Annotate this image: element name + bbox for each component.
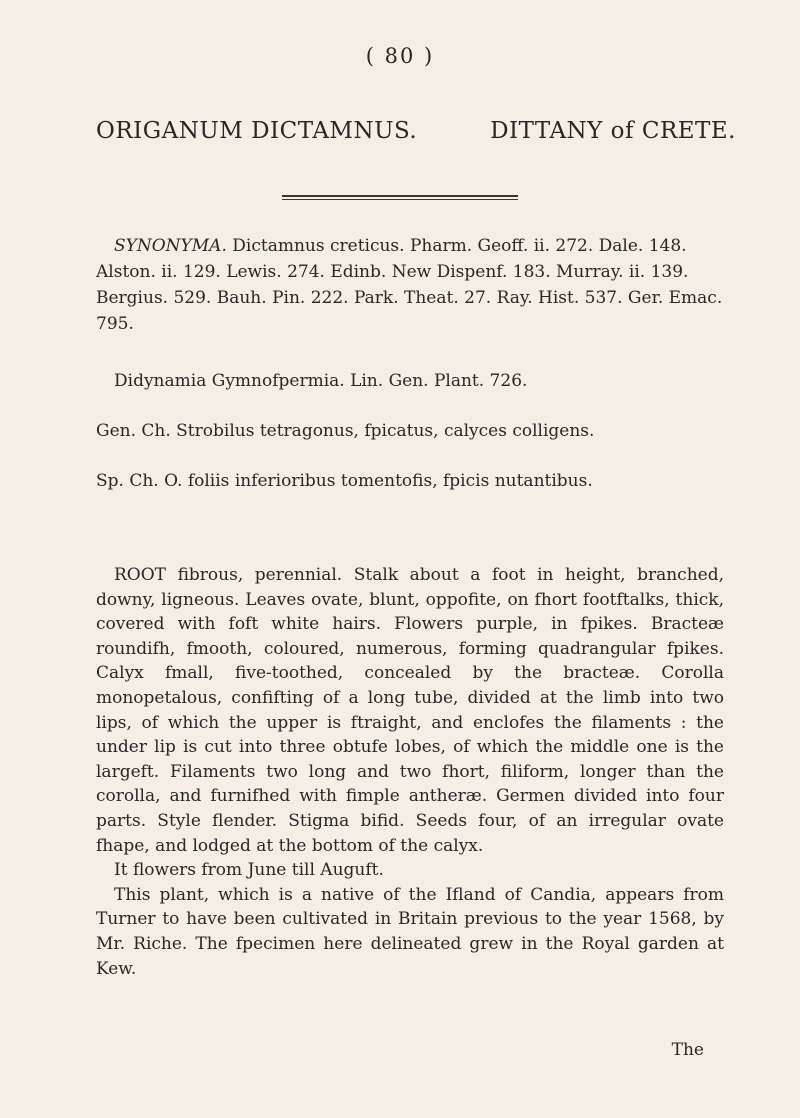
flowering-paragraph: It flowers from June till Auguft. [114,860,384,881]
history-paragraph: This plant, which is a native of the Ifland of Candia, appears from Turner to have been cultivated in Britain previous to the year 1568, by Mr. Riche. The fpecimen here delineated grew in the Royal garden at Kew. [96,884,724,979]
catchword: The [671,1040,704,1060]
latin-name: ORIGANUM DICTAMNUS. [96,118,418,144]
page-number: ( 80 ) [365,44,435,68]
description-paragraph: ROOT fibrous, perennial. Stalk about a foot in height, branched, downy, ligneous. Leaves ovate, blunt, oppofite, on fhort footftalks, thick, covered with foft white hairs. Flowers purple, in fpikes. Bracteæ roundifh, fmooth, coloured, numerous, forming quadrangular fpikes. Calyx fmall, five-toothed, concealed by the bracteæ. Corolla monopetalous, confifting of a long tube, divided at the limb into two lips, of which the upper is ftraight, and enclofes the filaments : the under lip is cut into three obtufe lobes, of which the middle one is the largeft. Filaments two long and two fhort, filiform, longer than the corolla, and furnifhed with fimple antheræ. Germen divided into four parts. Style flender. Stigma bifid. Seeds four, of an irregular ovate fhape, and lodged at the bottom of the calyx. [96,565,724,856]
classification: Didynamia Gymnofpermia. Lin. Gen. Plant. 726. [114,371,528,391]
page-title [96,118,736,144]
description [96,563,724,981]
title-divider [282,195,518,200]
synonyma-text: Dictamnus creticus. Pharm. Geoff. ii. 272. Dale. 148. Alston. ii. 129. Lewis. 274. Edinb. New Dispenf. 183. Murray. ii. 139. Bergius. 529. Bauh. Pin. 222. Park. Theat. 27. Ray. Hist. 537. Ger. Emac. 795. [96,236,723,334]
synonyma-label: SYNONYMA. [114,236,227,256]
synonyma-block [96,233,724,337]
specific-character: Sp. Ch. O. foliis inferioribus tomentofis, fpicis nutantibus. [96,471,593,491]
generic-character: Gen. Ch. Strobilus tetragonus, fpicatus, calyces colligens. [96,421,595,441]
common-name: DITTANY of CRETE. [490,118,736,144]
